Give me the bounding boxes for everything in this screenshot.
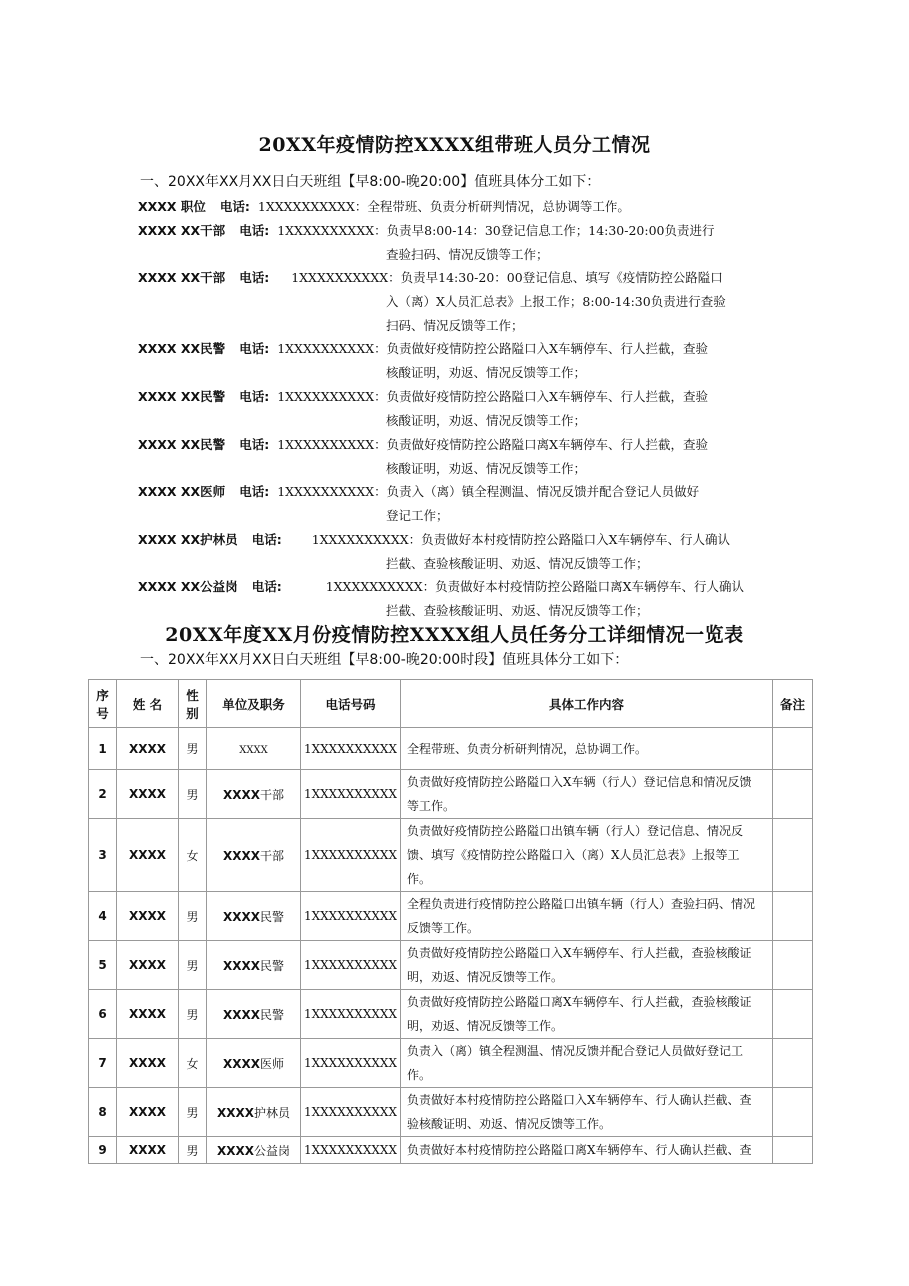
header-name: 姓 名 — [117, 680, 179, 728]
duty-entry — [138, 266, 788, 338]
unit-name: XXXX — [216, 1105, 254, 1120]
header-unit: 单位及职务 — [207, 680, 301, 728]
cell-no: 5 — [89, 941, 117, 990]
header-sex: 性别 — [179, 680, 207, 728]
table-row — [89, 770, 813, 819]
unit-role: 干部 — [260, 787, 285, 802]
header-work: 具体工作内容 — [401, 680, 773, 728]
unit-role: 公益岗 — [254, 1143, 291, 1158]
duty-phone-label: 电话: — [239, 341, 270, 356]
work-line: 负责做好本村疫情防控公路隘口离X车辆停车、行人确认拦截、查 — [407, 1143, 752, 1157]
cell-sex: 女 — [179, 1039, 207, 1088]
unit-name: XXXX — [222, 909, 260, 924]
cell-no: 3 — [89, 819, 117, 892]
cell-unit — [207, 1088, 301, 1137]
cell-work — [401, 728, 773, 770]
unit-role: 民警 — [260, 958, 285, 973]
table-section-heading: 一、20XX年XX月XX日白天班组【早8:00-晚20:00时段】值班具体分工如下： — [140, 652, 629, 668]
duty-description: 1XXXXXXXXXX：全程带班、负责分析研判情况，总协调等工作。 — [257, 199, 630, 214]
work-line: 明，劝返、情况反馈等工作。 — [407, 1019, 564, 1033]
cell-name: XXXX — [117, 819, 179, 892]
unit-role: XXXX — [239, 744, 268, 756]
cell-sex: 男 — [179, 1088, 207, 1137]
duty-description: 1XXXXXXXXXX：负责早8:00-14：30登记信息工作；14:30-20:00负责进行 — [277, 223, 715, 238]
cell-remark — [773, 1088, 813, 1137]
table-title: 20XX年度XX月份疫情防控XXXX组人员任务分工详细情况一览表 — [165, 624, 744, 646]
duty-description: 1XXXXXXXXXX：负责做好本村疫情防控公路隘口离X车辆停车、行人确认 — [325, 579, 745, 594]
cell-phone: 1XXXXXXXXXX — [301, 728, 401, 770]
cell-unit — [207, 728, 301, 770]
cell-no: 7 — [89, 1039, 117, 1088]
cell-work — [401, 941, 773, 990]
work-line: 负责做好疫情防控公路隘口入X车辆停车、行人拦截，查验核酸证 — [407, 946, 752, 960]
assignment-table — [88, 679, 813, 1164]
cell-phone: 1XXXXXXXXXX — [301, 770, 401, 819]
duty-description-cont: 拦截、查验核酸证明、劝返、情况反馈等工作； — [386, 603, 649, 618]
cell-no: 6 — [89, 990, 117, 1039]
cell-remark — [773, 770, 813, 819]
work-line: 负责做好疫情防控公路隘口出镇车辆（行人）登记信息、情况反 — [407, 824, 744, 838]
table-row — [89, 1088, 813, 1137]
duty-phone-label: 电话: — [239, 484, 270, 499]
cell-sex: 女 — [179, 819, 207, 892]
duty-person: XXXX 职位 — [138, 199, 206, 214]
cell-phone: 1XXXXXXXXXX — [301, 941, 401, 990]
unit-name: XXXX — [222, 848, 260, 863]
cell-name: XXXX — [117, 892, 179, 941]
unit-role: 民警 — [260, 1007, 285, 1022]
work-line: 馈、填写《疫情防控公路隘口入（离）X人员汇总表》上报等工 — [407, 848, 740, 862]
table-row — [89, 990, 813, 1039]
cell-no: 9 — [89, 1137, 117, 1164]
cell-remark — [773, 728, 813, 770]
duty-entry — [138, 528, 788, 576]
cell-phone: 1XXXXXXXXXX — [301, 1137, 401, 1164]
duty-person: XXXX XX干部 — [138, 270, 226, 285]
cell-name: XXXX — [117, 1137, 179, 1164]
duty-person: XXXX XX民警 — [138, 341, 226, 356]
cell-remark — [773, 1137, 813, 1164]
unit-role: 干部 — [260, 848, 285, 863]
cell-sex: 男 — [179, 728, 207, 770]
cell-unit — [207, 990, 301, 1039]
duty-phone-label: 电话: — [239, 223, 270, 238]
cell-work — [401, 819, 773, 892]
unit-role: 护林员 — [254, 1105, 291, 1120]
cell-work — [401, 1039, 773, 1088]
work-line: 负责入（离）镇全程测温、情况反馈并配合登记人员做好登记工 — [407, 1044, 744, 1058]
duty-phone-label: 电话: — [239, 270, 270, 285]
duty-description: 1XXXXXXXXXX：负责入（离）镇全程测温、情况反馈并配合登记人员做好 — [277, 484, 700, 499]
cell-work — [401, 1088, 773, 1137]
cell-work — [401, 1137, 773, 1164]
duty-phone-label: 电话: — [239, 437, 270, 452]
work-line: 等工作。 — [407, 799, 456, 813]
unit-name: XXXX — [222, 958, 260, 973]
duty-description: 1XXXXXXXXXX：负责做好疫情防控公路隘口入X车辆停车、行人拦截，查验 — [277, 389, 709, 404]
cell-unit — [207, 1137, 301, 1164]
unit-name: XXXX — [216, 1143, 254, 1158]
work-line: 反馈等工作。 — [407, 921, 480, 935]
cell-no: 1 — [89, 728, 117, 770]
cell-sex: 男 — [179, 1137, 207, 1164]
duty-description: 1XXXXXXXXXX：负责早14:30-20：00登记信息、填写《疫情防控公路隘口 — [291, 270, 723, 285]
table-row — [89, 1137, 813, 1164]
cell-phone: 1XXXXXXXXXX — [301, 1088, 401, 1137]
table-row — [89, 892, 813, 941]
duty-entry — [138, 575, 788, 623]
work-line: 作。 — [407, 1068, 432, 1082]
cell-name: XXXX — [117, 1088, 179, 1137]
header-remark: 备注 — [773, 680, 813, 728]
duty-description-cont: 入（离）X人员汇总表》上报工作；8:00-14:30负责进行查验 — [386, 294, 726, 309]
header-no: 序号 — [89, 680, 117, 728]
work-line: 作。 — [407, 872, 432, 886]
duty-description-cont: 拦截、查验核酸证明、劝返、情况反馈等工作； — [386, 556, 649, 571]
cell-unit — [207, 892, 301, 941]
unit-role: 医师 — [260, 1056, 285, 1071]
table-row — [89, 728, 813, 770]
work-line: 负责做好疫情防控公路隘口入X车辆（行人）登记信息和情况反馈 — [407, 775, 752, 789]
cell-remark — [773, 941, 813, 990]
duty-person: XXXX XX医师 — [138, 484, 226, 499]
work-line: 验核酸证明、劝返、情况反馈等工作。 — [407, 1117, 612, 1131]
duty-phone-label: 电话: — [219, 199, 250, 214]
cell-sex: 男 — [179, 892, 207, 941]
duty-description-cont: 登记工作； — [386, 508, 449, 523]
document-title: 20XX年疫情防控XXXX组带班人员分工情况 — [258, 134, 651, 156]
duty-entry — [138, 480, 788, 528]
cell-sex: 男 — [179, 941, 207, 990]
section-heading: 一、20XX年XX月XX日白天班组【早8:00-晚20:00】值班具体分工如下： — [140, 174, 601, 190]
cell-no: 8 — [89, 1088, 117, 1137]
cell-unit — [207, 770, 301, 819]
cell-work — [401, 770, 773, 819]
cell-phone: 1XXXXXXXXXX — [301, 892, 401, 941]
duty-description-cont: 核酸证明，劝返、情况反馈等工作； — [386, 461, 587, 476]
duty-description-cont: 核酸证明，劝返、情况反馈等工作； — [386, 413, 587, 428]
duty-person: XXXX XX护林员 — [138, 532, 238, 547]
unit-name: XXXX — [222, 1056, 260, 1071]
work-line: 负责做好本村疫情防控公路隘口入X车辆停车、行人确认拦截、查 — [407, 1093, 752, 1107]
duty-phone-label: 电话: — [239, 389, 270, 404]
duty-description-cont: 扫码、情况反馈等工作； — [386, 318, 524, 333]
cell-unit — [207, 819, 301, 892]
cell-work — [401, 892, 773, 941]
cell-name: XXXX — [117, 990, 179, 1039]
table-header-row — [89, 680, 813, 728]
work-line: 负责做好疫情防控公路隘口离X车辆停车、行人拦截，查验核酸证 — [407, 995, 752, 1009]
cell-unit — [207, 1039, 301, 1088]
duty-entry — [138, 337, 788, 385]
work-line: 全程带班、负责分析研判情况，总协调工作。 — [407, 741, 648, 756]
cell-remark — [773, 819, 813, 892]
duty-description-cont: 查验扫码、情况反馈等工作； — [386, 247, 549, 262]
table-row — [89, 941, 813, 990]
duty-entry — [138, 433, 788, 481]
duty-description: 1XXXXXXXXXX：负责做好本村疫情防控公路隘口入X车辆停车、行人确认 — [311, 532, 731, 547]
table-row — [89, 819, 813, 892]
cell-remark — [773, 990, 813, 1039]
cell-sex: 男 — [179, 770, 207, 819]
duty-person: XXXX XX干部 — [138, 223, 226, 238]
duty-person: XXXX XX公益岗 — [138, 579, 238, 594]
header-phone: 电话号码 — [301, 680, 401, 728]
work-line: 明，劝返、情况反馈等工作。 — [407, 970, 564, 984]
cell-name: XXXX — [117, 770, 179, 819]
cell-work — [401, 990, 773, 1039]
work-line: 全程负责进行疫情防控公路隘口出镇车辆（行人）查验扫码、情况 — [407, 897, 756, 911]
unit-name: XXXX — [222, 787, 260, 802]
duty-entry — [138, 219, 788, 267]
duty-description: 1XXXXXXXXXX：负责做好疫情防控公路隘口入X车辆停车、行人拦截，查验 — [277, 341, 709, 356]
duty-entry — [138, 385, 788, 433]
cell-sex: 男 — [179, 990, 207, 1039]
duty-phone-label: 电话: — [251, 579, 282, 594]
cell-phone: 1XXXXXXXXXX — [301, 819, 401, 892]
duty-description-cont: 核酸证明，劝返、情况反馈等工作； — [386, 365, 587, 380]
cell-no: 2 — [89, 770, 117, 819]
cell-phone: 1XXXXXXXXXX — [301, 1039, 401, 1088]
cell-name: XXXX — [117, 1039, 179, 1088]
unit-role: 民警 — [260, 909, 285, 924]
unit-name: XXXX — [222, 1007, 260, 1022]
duty-phone-label: 电话: — [251, 532, 282, 547]
duty-person: XXXX XX民警 — [138, 437, 226, 452]
table-row — [89, 1039, 813, 1088]
cell-remark — [773, 892, 813, 941]
cell-no: 4 — [89, 892, 117, 941]
duty-person: XXXX XX民警 — [138, 389, 226, 404]
duty-entry — [138, 195, 788, 219]
cell-remark — [773, 1039, 813, 1088]
cell-unit — [207, 941, 301, 990]
cell-name: XXXX — [117, 941, 179, 990]
cell-name: XXXX — [117, 728, 179, 770]
cell-phone: 1XXXXXXXXXX — [301, 990, 401, 1039]
duty-description: 1XXXXXXXXXX：负责做好疫情防控公路隘口离X车辆停车、行人拦截，查验 — [277, 437, 709, 452]
